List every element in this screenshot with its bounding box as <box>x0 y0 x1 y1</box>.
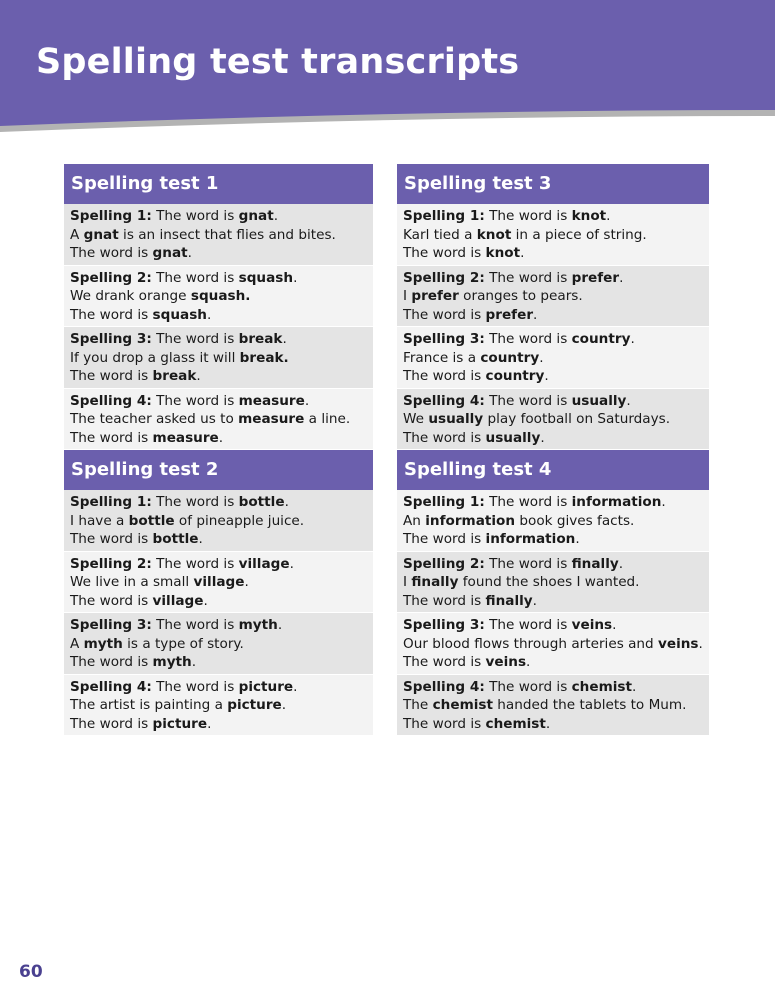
spelling-word: gnat <box>238 208 274 224</box>
sentence-part: play football on Saturdays. <box>483 411 671 428</box>
spelling-item <box>397 552 709 614</box>
spelling-test-2 <box>64 450 373 736</box>
intro-line <box>70 330 367 349</box>
period: . <box>631 678 637 695</box>
sentence-part: A <box>70 226 84 243</box>
spelling-item <box>64 613 373 675</box>
spelling-word: myth <box>83 635 123 652</box>
page-number: 60 <box>19 962 43 982</box>
period: . <box>284 494 289 510</box>
intro-line <box>403 616 703 635</box>
intro-text: The word is <box>151 269 239 286</box>
outro-text: The word is <box>70 368 153 385</box>
intro-line <box>70 493 367 512</box>
outro-line <box>403 530 703 549</box>
spelling-label: Spelling 4: <box>70 392 152 409</box>
spelling-label: Spelling 2: <box>70 555 152 572</box>
period: . <box>293 678 298 695</box>
spelling-word: picture <box>152 715 208 732</box>
sentence-part: . <box>244 574 249 591</box>
period: . <box>196 368 201 385</box>
sentence-part: . <box>698 635 703 652</box>
sentence-part: is an insect that flies and bites. <box>118 226 336 243</box>
intro-line <box>403 493 703 512</box>
sentence-part: If you drop a glass it will <box>70 349 240 366</box>
example-sentence <box>70 573 367 592</box>
spelling-word: finally <box>485 592 533 609</box>
period: . <box>661 494 666 510</box>
sentence-part: is a type of story. <box>122 635 244 652</box>
spelling-label: Spelling 3: <box>403 617 485 633</box>
outro-text: The word is <box>403 531 486 548</box>
outro-line <box>70 367 367 386</box>
sentence-part: The <box>403 697 433 714</box>
sentence-part: I <box>403 574 412 591</box>
outro-line <box>403 244 703 263</box>
sentence-part: I <box>403 288 412 305</box>
spelling-word: picture <box>238 678 294 695</box>
right-column <box>397 164 709 736</box>
test-header: Spelling test 2 <box>64 450 373 490</box>
spelling-word: usually <box>571 392 627 409</box>
spelling-word: break. <box>239 349 289 366</box>
outro-text: The word is <box>70 715 153 732</box>
intro-text: The word is <box>484 208 572 224</box>
outro-line <box>403 429 703 448</box>
outro-text: The word is <box>70 531 153 548</box>
spelling-item <box>397 613 709 675</box>
spelling-test-4 <box>397 450 709 736</box>
sentence-part: found the shoes I wanted. <box>458 574 640 591</box>
spelling-label: Spelling 3: <box>70 331 152 347</box>
period: . <box>206 306 212 323</box>
outro-line <box>70 592 367 611</box>
period: . <box>277 617 283 633</box>
intro-line <box>403 207 703 226</box>
spelling-label: Spelling 4: <box>403 678 485 695</box>
spelling-word: finally <box>571 555 619 572</box>
sentence-part: France is a <box>403 349 481 366</box>
intro-line <box>70 555 367 574</box>
spelling-label: Spelling 2: <box>403 269 485 286</box>
outro-text: The word is <box>403 306 486 323</box>
intro-line <box>70 207 367 226</box>
outro-line <box>403 653 703 672</box>
spelling-word: knot <box>571 208 607 224</box>
sentence-part: Our blood flows through arteries and <box>403 635 658 652</box>
outro-text: The word is <box>70 592 153 609</box>
intro-text: The word is <box>484 555 572 572</box>
spelling-word: gnat <box>152 245 188 262</box>
intro-text: The word is <box>484 331 572 347</box>
left-column <box>64 164 373 736</box>
outro-text: The word is <box>70 306 153 323</box>
spelling-item <box>64 389 373 451</box>
example-sentence <box>70 226 367 245</box>
test-header: Spelling test 4 <box>397 450 709 490</box>
sentence-part: A <box>70 635 84 652</box>
outro-line <box>403 715 703 734</box>
intro-text: The word is <box>151 392 239 409</box>
spelling-word: country <box>571 331 631 347</box>
intro-line <box>70 269 367 288</box>
spelling-label: Spelling 1: <box>403 208 485 224</box>
spelling-word: village <box>193 574 245 591</box>
outro-line <box>403 306 703 325</box>
intro-text: The word is <box>484 494 572 510</box>
page-title: Spelling test transcripts <box>36 42 520 82</box>
example-sentence <box>70 410 367 429</box>
spelling-item <box>397 204 709 266</box>
intro-text: The word is <box>484 392 572 409</box>
spelling-test-3 <box>397 164 709 450</box>
sentence-part: a line. <box>304 411 351 428</box>
spelling-word: veins <box>485 654 527 671</box>
intro-line <box>403 269 703 288</box>
intro-text: The word is <box>484 617 572 633</box>
sentence-part: We drank orange <box>70 288 191 305</box>
spelling-word: bottle <box>128 512 175 529</box>
spelling-word: picture <box>227 697 282 714</box>
spelling-word: squash. <box>190 288 251 305</box>
spelling-word: information <box>425 512 516 529</box>
spelling-word: bottle <box>238 494 285 510</box>
sentence-part: in a piece of string. <box>511 226 647 243</box>
spelling-label: Spelling 1: <box>70 494 152 510</box>
spelling-word: usually <box>428 411 484 428</box>
intro-text: The word is <box>151 555 239 572</box>
spelling-word: measure <box>238 411 305 428</box>
spelling-word: knot <box>485 245 521 262</box>
intro-line <box>70 616 367 635</box>
period: . <box>207 715 212 732</box>
outro-text: The word is <box>70 429 153 446</box>
intro-text: The word is <box>151 494 239 510</box>
spelling-word: chemist <box>571 678 632 695</box>
spelling-word: bottle <box>152 531 199 548</box>
example-sentence <box>403 410 703 429</box>
intro-text: The word is <box>484 269 572 286</box>
sentence-part: of pineapple juice. <box>174 512 305 529</box>
spelling-word: myth <box>238 617 278 633</box>
spelling-word: prefer <box>485 306 534 323</box>
spelling-word: squash <box>152 306 207 323</box>
example-sentence <box>403 635 703 654</box>
sentence-part: The artist is painting a <box>70 697 228 714</box>
spelling-word: usually <box>485 429 541 446</box>
intro-line <box>403 330 703 349</box>
intro-text: The word is <box>151 617 239 633</box>
spelling-word: prefer <box>571 269 620 286</box>
period: . <box>293 269 298 286</box>
period: . <box>198 531 203 548</box>
spelling-test-1 <box>64 164 373 450</box>
intro-line <box>403 555 703 574</box>
example-sentence <box>403 287 703 306</box>
spelling-word: gnat <box>83 226 119 243</box>
example-sentence <box>403 573 703 592</box>
period: . <box>619 269 624 286</box>
spelling-item <box>397 266 709 328</box>
outro-line <box>70 653 367 672</box>
intro-line <box>70 392 367 411</box>
period: . <box>544 368 549 385</box>
period: . <box>618 555 624 572</box>
spelling-label: Spelling 4: <box>403 392 485 409</box>
spelling-word: measure <box>238 392 305 409</box>
period: . <box>289 555 294 572</box>
outro-line <box>70 429 367 448</box>
spelling-item <box>64 266 373 328</box>
test-header: Spelling test 3 <box>397 164 709 204</box>
example-sentence <box>403 696 703 715</box>
period: . <box>575 531 580 548</box>
spelling-word: chemist <box>485 715 546 732</box>
spelling-label: Spelling 2: <box>403 555 485 572</box>
intro-line <box>70 678 367 697</box>
intro-text: The word is <box>484 678 572 695</box>
spelling-item <box>64 552 373 614</box>
period: . <box>304 392 310 409</box>
sentence-part: We <box>403 411 429 428</box>
outro-text: The word is <box>403 368 486 385</box>
outro-line <box>70 306 367 325</box>
period: . <box>533 306 538 323</box>
header-banner <box>0 0 775 132</box>
period: . <box>630 331 635 347</box>
example-sentence <box>403 226 703 245</box>
period: . <box>606 208 611 224</box>
example-sentence <box>70 512 367 531</box>
intro-text: The word is <box>151 208 239 224</box>
spelling-item <box>397 490 709 552</box>
sentence-part: . <box>281 697 287 714</box>
spelling-item <box>397 389 709 451</box>
spelling-label: Spelling 1: <box>70 208 152 224</box>
spelling-item <box>64 204 373 266</box>
spelling-item <box>64 675 373 737</box>
test-header: Spelling test 1 <box>64 164 373 204</box>
spelling-word: break <box>152 368 197 385</box>
spelling-item <box>64 490 373 552</box>
example-sentence <box>70 696 367 715</box>
outro-text: The word is <box>403 592 486 609</box>
spelling-word: country <box>480 349 540 366</box>
spelling-word: village <box>152 592 204 609</box>
period: . <box>282 331 287 347</box>
outro-text: The word is <box>403 654 486 671</box>
spelling-word: chemist <box>432 697 493 714</box>
period: . <box>191 654 197 671</box>
outro-line <box>70 715 367 734</box>
outro-line <box>403 592 703 611</box>
intro-text: The word is <box>151 331 239 347</box>
period: . <box>532 592 537 609</box>
sentence-part: Karl tied a <box>403 226 477 243</box>
sentence-part: I have a <box>70 512 129 529</box>
spelling-item <box>64 327 373 389</box>
spelling-word: myth <box>152 654 192 671</box>
spelling-word: break <box>238 331 283 347</box>
spelling-word: finally <box>411 574 459 591</box>
spelling-item <box>397 327 709 389</box>
spelling-word: prefer <box>411 288 459 305</box>
spelling-word: veins <box>571 617 613 633</box>
period: . <box>545 715 551 732</box>
sentence-part: oranges to pears. <box>458 288 583 305</box>
period: . <box>273 208 279 224</box>
example-sentence <box>70 635 367 654</box>
spelling-item <box>397 675 709 737</box>
outro-line <box>403 367 703 386</box>
period: . <box>187 245 192 262</box>
outro-text: The word is <box>70 654 153 671</box>
spelling-label: Spelling 1: <box>403 494 485 510</box>
sentence-part: We live in a small <box>70 574 194 591</box>
sentence-part: The teacher asked us to <box>70 411 239 428</box>
period: . <box>612 617 617 633</box>
sentence-part: book gives facts. <box>515 512 635 529</box>
period: . <box>218 429 224 446</box>
period: . <box>203 592 208 609</box>
spelling-word: country <box>485 368 545 385</box>
period: . <box>526 654 531 671</box>
spelling-word: measure <box>152 429 219 446</box>
example-sentence <box>403 512 703 531</box>
example-sentence <box>403 349 703 368</box>
outro-line <box>70 244 367 263</box>
period: . <box>520 245 525 262</box>
spelling-label: Spelling 3: <box>403 331 485 347</box>
spelling-word: village <box>238 555 290 572</box>
spelling-label: Spelling 3: <box>70 617 152 633</box>
spelling-label: Spelling 2: <box>70 269 152 286</box>
spelling-label: Spelling 4: <box>70 678 152 695</box>
sentence-part: An <box>403 512 426 529</box>
outro-text: The word is <box>70 245 153 262</box>
spelling-word: squash <box>238 269 294 286</box>
outro-text: The word is <box>403 245 486 262</box>
outro-text: The word is <box>403 715 486 732</box>
sentence-part: handed the tablets to Mum. <box>492 697 687 714</box>
intro-line <box>403 678 703 697</box>
outro-line <box>70 530 367 549</box>
intro-text: The word is <box>151 678 239 695</box>
example-sentence <box>70 349 367 368</box>
spelling-word: information <box>485 531 576 548</box>
sentence-part: . <box>539 349 544 366</box>
period: . <box>540 429 545 446</box>
spelling-word: veins <box>658 635 699 652</box>
outro-text: The word is <box>403 429 486 446</box>
period: . <box>626 392 631 409</box>
spelling-word: knot <box>476 226 512 243</box>
spelling-word: information <box>571 494 662 510</box>
intro-line <box>403 392 703 411</box>
example-sentence <box>70 287 367 306</box>
